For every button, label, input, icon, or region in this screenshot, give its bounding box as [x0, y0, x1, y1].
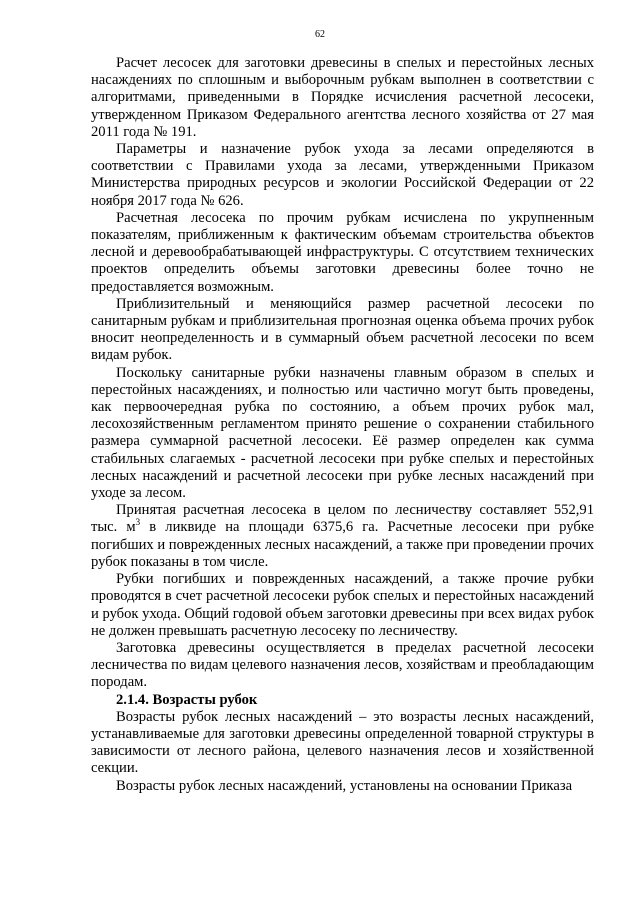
paragraph-accepted-volume	[91, 502, 594, 571]
paragraph-stable-total: Поскольку санитарные рубки назначены главным образом в спелых и перестойных насаждениях, и полностью или частично могут быть проведены, как первоочередная рубка по состоянию, а объем прочих рубок мал, лесохозяйственным регламентом принято решение о сохранении стабильного размера суммарной расчетной лесосеки. Её размер определен как сумма стабильных слагаемых - расчетной лесосеки при рубке спелых и перестойных лесных насаждений и расчетной лесосеки при рубке лесных насаждений при уходе за лесом.	[91, 364, 594, 502]
volume-text-part2: в ликвиде на площади 6375,6 га. Расчетные лесосеки при рубке погибших и поврежденных лесных насаждений, а также при проведении прочих рубок показаны в том числе.	[91, 519, 594, 570]
cubic-superscript: 3	[135, 517, 141, 528]
paragraph-cutting-ages-basis: Возрасты рубок лесных насаждений, установлены на основании Приказа	[116, 777, 573, 794]
page-number: 62	[315, 29, 325, 40]
volume-text-part1: Принятая расчетная лесосека в целом по лесничеству составляет 552,91 тыс. м	[91, 502, 594, 536]
section-heading: 2.1.4. Возрасты рубок	[116, 691, 258, 708]
paragraph-harvesting-limits: Заготовка древесины осуществляется в пределах расчетной лесосеки лесничества по видам целевого назначения лесов, хозяйствам и преобладающим породам.	[91, 639, 594, 691]
paragraph-cutting-area-calculation: Расчет лесосек для заготовки древесины в спелых и перестойных лесных насаждениях по сплошным и выборочным рубкам выполнен в соответствии с алгоритмами, приведенными в Порядке исчисления расчетной лесосеки, утвержденном Приказом Федерального агентства лесного хозяйства от 27 мая 2011 года № 191.	[91, 55, 594, 140]
paragraph-damaged-stands: Рубки погибших и поврежденных насаждений, а также прочие рубки проводятся в счет расчетной лесосеки рубок спелых и перестойных насаждений и рубок ухода. Общий годовой объем заготовки древесины при всех видах рубок не должен превышать расчетную лесосеку по лесничеству.	[91, 571, 594, 639]
paragraph-sanitary-uncertainty: Приблизительный и меняющийся размер расчетной лесосеки по санитарным рубкам и приблизительная прогнозная оценка объема прочих рубок вносит неопределенность и в суммарный объем расчетной лесосеки по всем видам рубок.	[91, 295, 594, 364]
document-body	[91, 55, 594, 795]
paragraph-cutting-ages-definition: Возрасты рубок лесных насаждений – это возрасты лесных насаждений, устанавливаемые для заготовки древесины определенной товарной структуры в зависимости от лесного района, целевого назначения лесов и хозяйственной секции.	[91, 708, 594, 777]
paragraph-other-cuttings: Расчетная лесосека по прочим рубкам исчислена по укрупненным показателям, приближенным к фактическим объемам строительства объектов лесной и деревообрабатывающей инфраструктуры. С отсутствием технических проектов определить объемы заготовки древесины более точно не предоставляется возможным.	[91, 209, 594, 295]
paragraph-thinning-parameters: Параметры и назначение рубок ухода за лесами определяются в соответствии с Правилами ухода за лесами, утвержденными Приказом Министерства природных ресурсов и экологии Российской Федерации от 22 ноября 2017 года № 626.	[91, 141, 594, 209]
